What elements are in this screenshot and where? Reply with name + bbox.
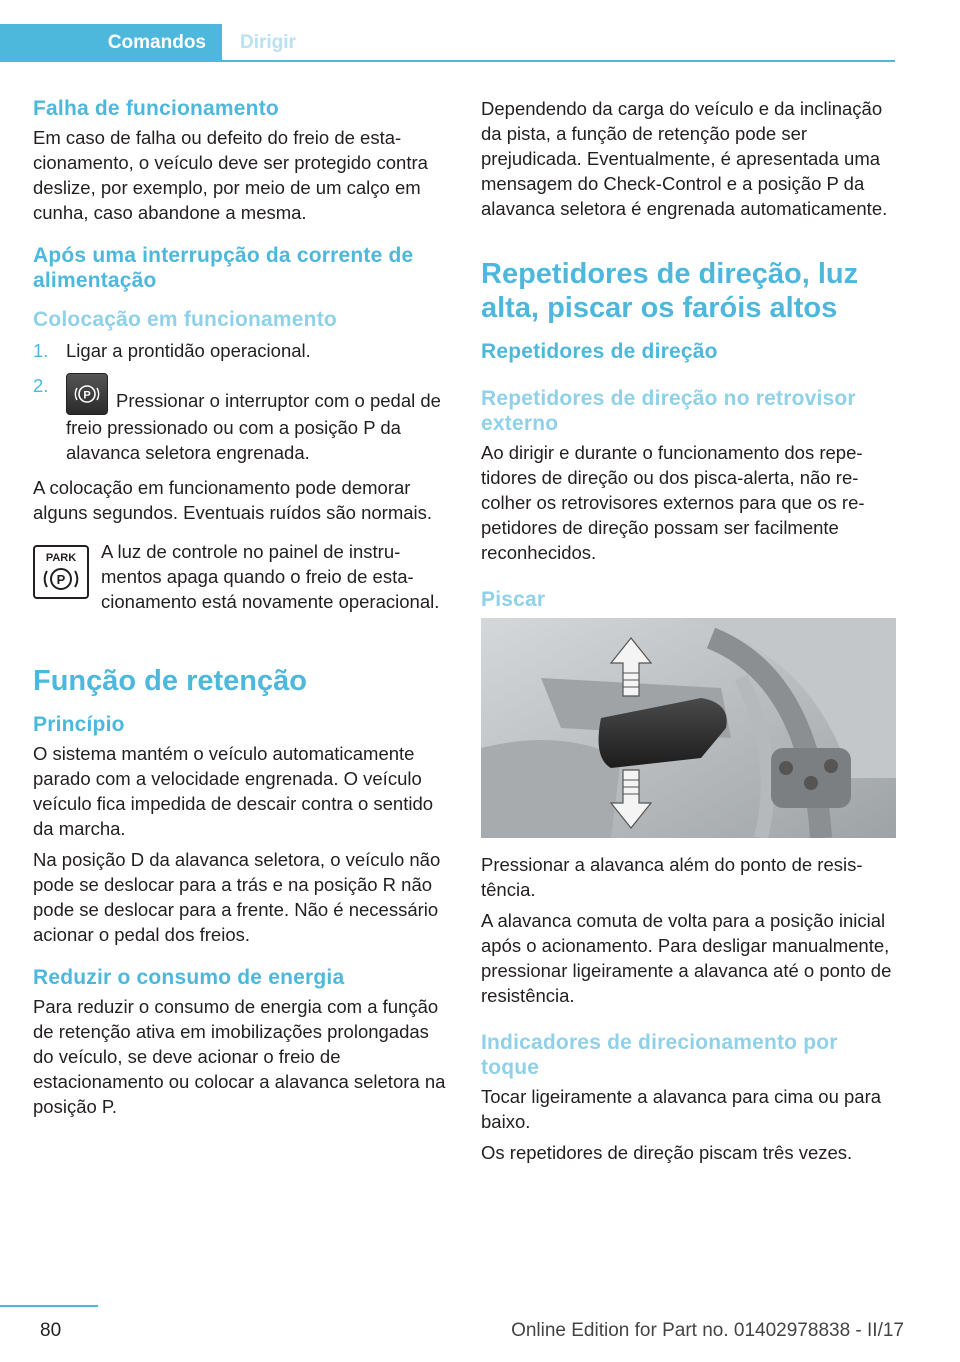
parking-brake-button-icon xyxy=(66,373,108,415)
list-number: 1. xyxy=(33,340,49,361)
tab-dirigir[interactable]: Dirigir xyxy=(240,32,296,53)
edition-footer: Online Edition for Part no. 01402978838 - II/17 xyxy=(511,1320,904,1341)
paragraph-luz: A luz de controle no painel de instrumentos apaga quando o freio de estacionamento está novamente operacional. xyxy=(101,541,440,612)
paragraph-indicadores-1: Tocar ligeiramente a alavanca para cima ou para baixo. xyxy=(481,1086,882,1132)
heading-principio: Princípio xyxy=(33,713,125,736)
heading-apos-interrupcao: Após uma interrupção da corrente de alimentação xyxy=(33,244,414,292)
list-item xyxy=(33,373,448,465)
page-number: 80 xyxy=(40,1320,62,1341)
paragraph-indicadores-2: Os repetidores de direção piscam três vezes. xyxy=(481,1142,853,1163)
tab-comandos[interactable] xyxy=(0,24,222,61)
park-label: PARK xyxy=(45,552,77,564)
list-item xyxy=(33,338,448,363)
paragraph-dependendo: Dependendo da carga do veículo e da inclinação da pista, a função de retenção pode ser prejudicada. Eventualmente, é apresentada uma mensagem do Check-Control e a posição P da alavanca seletora é engrenada automaticamente. xyxy=(481,98,888,219)
heading-repetidores: Repetidores de direção, luz alta, piscar os faróis altos xyxy=(481,258,859,324)
heading-retrovisor: Repetidores de direção no retrovisor externo xyxy=(481,387,856,435)
tab-comandos-label: Comandos xyxy=(107,32,206,53)
paragraph-falha: Em caso de falha ou defeito do freio de estacionamento, o veículo deve ser protegido contra deslize, por exemplo, por meio de um calço em cunha, caso abandone a mesma. xyxy=(33,127,428,223)
heading-reduzir: Reduzir o consumo de energia xyxy=(33,966,345,989)
heading-indicadores: Indicadores de direcionamento por toque xyxy=(481,1031,838,1079)
list-text: Pressionar o interruptor com o pedal de freio pressionado ou com a posição P da alavanca seletora engrenada. xyxy=(66,390,441,463)
heading-repetidores-direcao: Repetidores de direção xyxy=(481,340,718,363)
park-indicator-icon xyxy=(33,545,89,599)
footer-rule xyxy=(0,1305,98,1307)
paragraph-principio-2: Na posição D da alavanca seletora, o veículo não pode se deslocar para a trás e na posição R não pode se deslocar para a frente. Não é necessário acionar o pedal dos freios. xyxy=(33,849,441,945)
heading-colocacao: Colocação em funcionamento xyxy=(33,308,337,331)
header-rule xyxy=(0,60,895,62)
paragraph-principio-1: O sistema mantém o veículo automaticamente parado com a velocidade engrenada. O veículo veículo fica impedida de descair contra o sentido da marcha. xyxy=(33,743,434,839)
heading-falha: Falha de funcionamento xyxy=(33,97,279,120)
paragraph-piscar-1: Pressionar a alavanca além do ponto de resistência. xyxy=(481,854,863,900)
svg-text:P: P xyxy=(56,572,66,587)
heading-piscar: Piscar xyxy=(481,588,546,611)
paragraph-piscar-2: A alavanca comuta de volta para a posição inicial após o acionamento. Para desligar manualmente, pressionar ligeiramente a alavanca até o ponto de resistência. xyxy=(481,910,892,1006)
right-column xyxy=(481,96,896,1171)
svg-text:P: P xyxy=(83,389,91,402)
list-number: 2. xyxy=(33,375,49,396)
paragraph-retrovisor: Ao dirigir e durante o funcionamento dos repetidores de direção ou dos pisca-alerta, não recolher os retrovisores externos para que os repetidores de direção possam ser facilmente reconhecidos. xyxy=(481,442,865,563)
chapter-tabs xyxy=(0,24,895,61)
paragraph-reduzir: Para reduzir o consumo de energia com a função de retenção ativa em imobilizações prolongadas do veículo, se deve acionar o freio de estacionamento ou colocar a alavanca seletora na posição P. xyxy=(33,996,446,1117)
paragraph-colocacao: A colocação em funcionamento pode demorar alguns segundos. Eventuais ruídos são normais. xyxy=(33,477,433,523)
heading-funcao-retencao: Função de retenção xyxy=(33,665,307,697)
note-block xyxy=(33,539,448,620)
list-text: Ligar a prontidão operacional. xyxy=(66,340,311,361)
steps-list xyxy=(33,338,448,465)
turn-signal-lever-illustration xyxy=(481,618,896,838)
left-column xyxy=(33,96,448,1125)
